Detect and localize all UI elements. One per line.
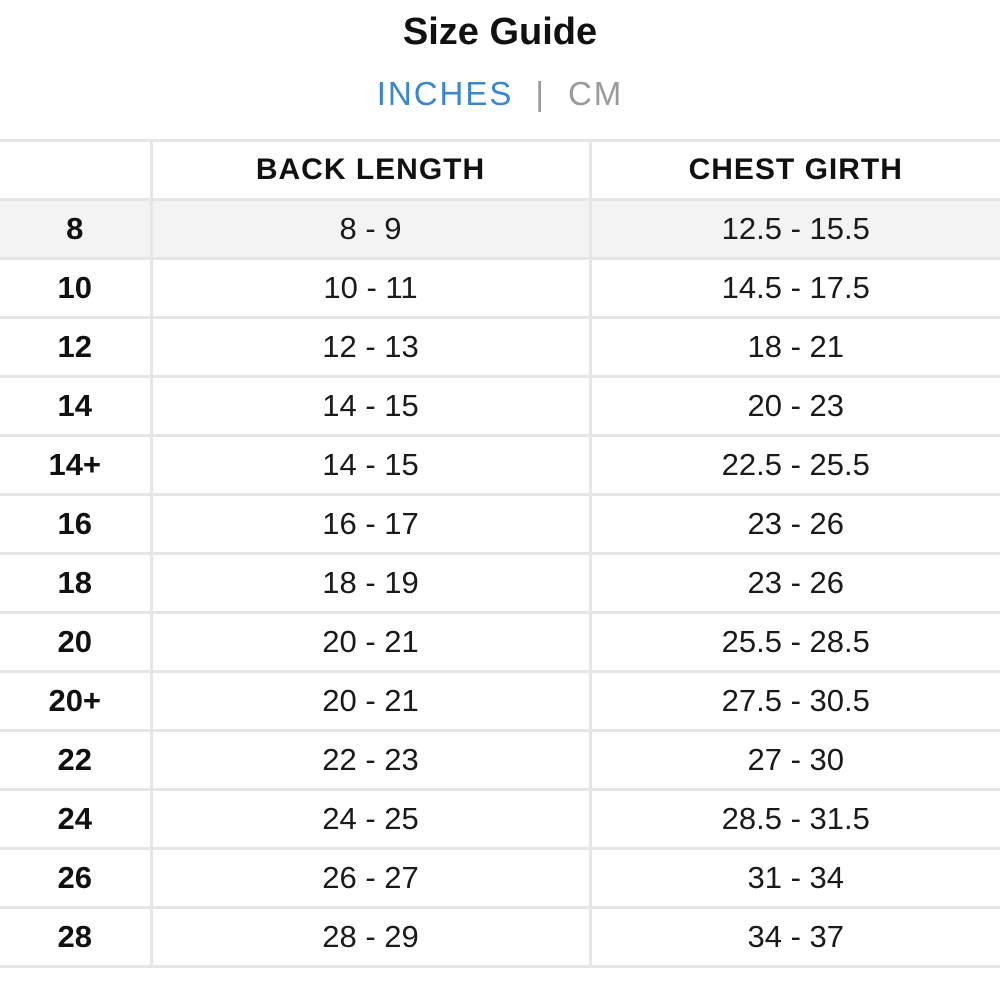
table-row [0,908,1000,967]
table-row [0,672,1000,731]
unit-inches-tab[interactable]: INCHES [376,75,514,112]
table-row [0,377,1000,436]
table-row [0,554,1000,613]
size-cell: 22 [0,731,151,790]
chest-girth-cell: 34 - 37 [590,908,1000,967]
chest-girth-cell: 28.5 - 31.5 [590,790,1000,849]
table-row [0,318,1000,377]
page-title: Size Guide [402,11,598,53]
size-cell: 12 [0,318,151,377]
size-table [0,139,1000,968]
unit-separator: | [535,75,546,112]
header-back-length: BACK LENGTH [151,141,590,200]
chest-girth-cell: 31 - 34 [590,849,1000,908]
back-length-cell: 16 - 17 [151,495,590,554]
chest-girth-cell: 12.5 - 15.5 [590,200,1000,259]
size-cell: 14 [0,377,151,436]
size-cell: 24 [0,790,151,849]
unit-toggle [0,72,1000,116]
back-length-cell: 8 - 9 [151,200,590,259]
size-cell: 16 [0,495,151,554]
back-length-cell: 20 - 21 [151,613,590,672]
size-cell: 8 [0,200,151,259]
back-length-cell: 14 - 15 [151,436,590,495]
size-cell: 20+ [0,672,151,731]
chest-girth-cell: 20 - 23 [590,377,1000,436]
back-length-cell: 12 - 13 [151,318,590,377]
table-row [0,731,1000,790]
back-length-cell: 26 - 27 [151,849,590,908]
back-length-cell: 18 - 19 [151,554,590,613]
table-row [0,495,1000,554]
table-row [0,436,1000,495]
table-row [0,200,1000,259]
chest-girth-cell: 23 - 26 [590,554,1000,613]
back-length-cell: 28 - 29 [151,908,590,967]
chest-girth-cell: 25.5 - 28.5 [590,613,1000,672]
back-length-cell: 22 - 23 [151,731,590,790]
chest-girth-cell: 14.5 - 17.5 [590,259,1000,318]
unit-cm-tab[interactable]: CM [567,75,624,112]
table-header-row [0,141,1000,200]
chest-girth-cell: 23 - 26 [590,495,1000,554]
size-cell: 28 [0,908,151,967]
table-row [0,259,1000,318]
table-row [0,790,1000,849]
back-length-cell: 14 - 15 [151,377,590,436]
table-row [0,613,1000,672]
size-cell: 26 [0,849,151,908]
size-cell: 18 [0,554,151,613]
size-cell: 14+ [0,436,151,495]
size-cell: 10 [0,259,151,318]
chest-girth-cell: 22.5 - 25.5 [590,436,1000,495]
chest-girth-cell: 18 - 21 [590,318,1000,377]
size-cell: 20 [0,613,151,672]
back-length-cell: 24 - 25 [151,790,590,849]
header-size [0,141,151,200]
back-length-cell: 10 - 11 [151,259,590,318]
table-row [0,849,1000,908]
chest-girth-cell: 27 - 30 [590,731,1000,790]
back-length-cell: 20 - 21 [151,672,590,731]
header-chest-girth: CHEST GIRTH [590,141,1000,200]
chest-girth-cell: 27.5 - 30.5 [590,672,1000,731]
table-body [0,200,1000,967]
